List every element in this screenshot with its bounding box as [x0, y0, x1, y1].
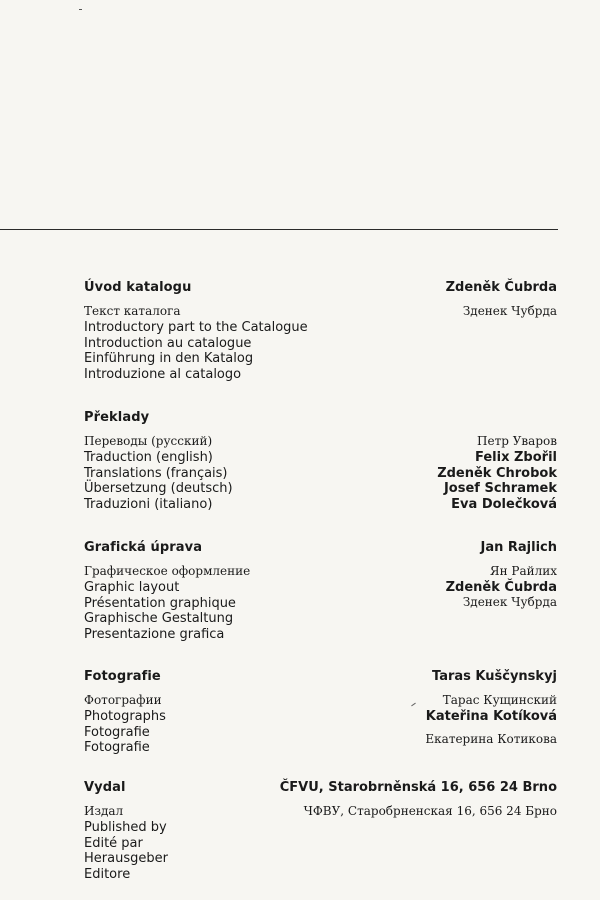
list-item: Graphic layout: [84, 579, 180, 595]
stray-mark: [411, 703, 416, 707]
section-heading: Grafická úprava: [84, 540, 203, 555]
section-credits: [437, 434, 557, 513]
list-item: Fotografie: [84, 724, 150, 740]
credit-name: Felix Zbořil: [475, 449, 557, 465]
list-item: Фотографии: [84, 693, 162, 707]
credit-name: Петр Уваров: [477, 434, 557, 448]
credit-name: Тарас Кущинский: [442, 692, 557, 707]
section-items: [84, 804, 168, 883]
list-item: Photographs: [84, 708, 166, 724]
list-item: Translations (français): [84, 465, 228, 481]
section-items: [84, 434, 233, 513]
list-item: Introduction au catalogue: [84, 335, 252, 351]
credit-name: Zdeněk Čubrda: [445, 280, 557, 295]
section-items: [84, 564, 250, 643]
list-item: Editore: [84, 867, 131, 883]
list-item: Übersetzung (deutsch): [84, 481, 233, 497]
section-items: [84, 304, 308, 383]
list-item: Traduzioni (italiano): [84, 497, 213, 513]
credit-name: Zdeněk Čubrda: [445, 579, 557, 595]
list-item: Traduction (english): [84, 449, 213, 465]
credit-name: Zdeněk Chrobok: [437, 465, 557, 481]
publisher-address-cyrillic: ЧФВУ, Старобрненская 16, 656 24 Брно: [303, 803, 557, 818]
list-item: Edité par: [84, 835, 143, 851]
credit-name: Зденек Чубрда: [462, 303, 557, 318]
list-item: Переводы (русский): [84, 434, 213, 448]
credit-name: Kateřina Kotíková: [425, 708, 557, 724]
section-heading: Vydal: [84, 780, 126, 795]
corner-mark: [79, 9, 82, 10]
section-items: [84, 693, 166, 756]
credit-name: Josef Schramek: [443, 481, 557, 497]
list-item: Presentazione grafica: [84, 627, 225, 643]
credit-name: Зденек Чубрда: [462, 595, 557, 610]
credit-name: Jan Rajlich: [480, 540, 557, 555]
list-item: Herausgeber: [84, 851, 168, 867]
section-heading: Fotografie: [84, 669, 161, 684]
list-item: Published by: [84, 819, 167, 835]
list-item: Издал: [84, 804, 124, 818]
list-item: Graphische Gestaltung: [84, 611, 234, 627]
section-heading: Překlady: [84, 410, 150, 425]
publisher-address: ČFVU, Starobrněnská 16, 656 24 Brno: [279, 780, 557, 795]
list-item: Introduzione al catalogo: [84, 367, 242, 383]
list-item: Introductory part to the Catalogue: [84, 319, 308, 335]
credit-name: Eva Dolečková: [451, 497, 557, 513]
section-heading: Úvod katalogu: [84, 280, 192, 295]
list-item: Графическое оформление: [84, 564, 251, 578]
section-credits: [446, 280, 557, 320]
section-credits: [280, 780, 557, 820]
horizontal-rule: [0, 229, 558, 230]
list-item: Présentation graphique: [84, 595, 236, 611]
list-item: Einführung in den Katalog: [84, 351, 254, 367]
list-item: Fotografie: [84, 740, 150, 756]
credit-name: Екатерина Котикова: [425, 732, 557, 747]
section-credits: [425, 669, 557, 748]
list-item: Текст каталога: [84, 304, 181, 318]
credit-name: Ян Райлих: [489, 563, 557, 578]
credit-name: Taras Kuščynskyj: [432, 669, 557, 684]
section-credits: [446, 540, 557, 611]
